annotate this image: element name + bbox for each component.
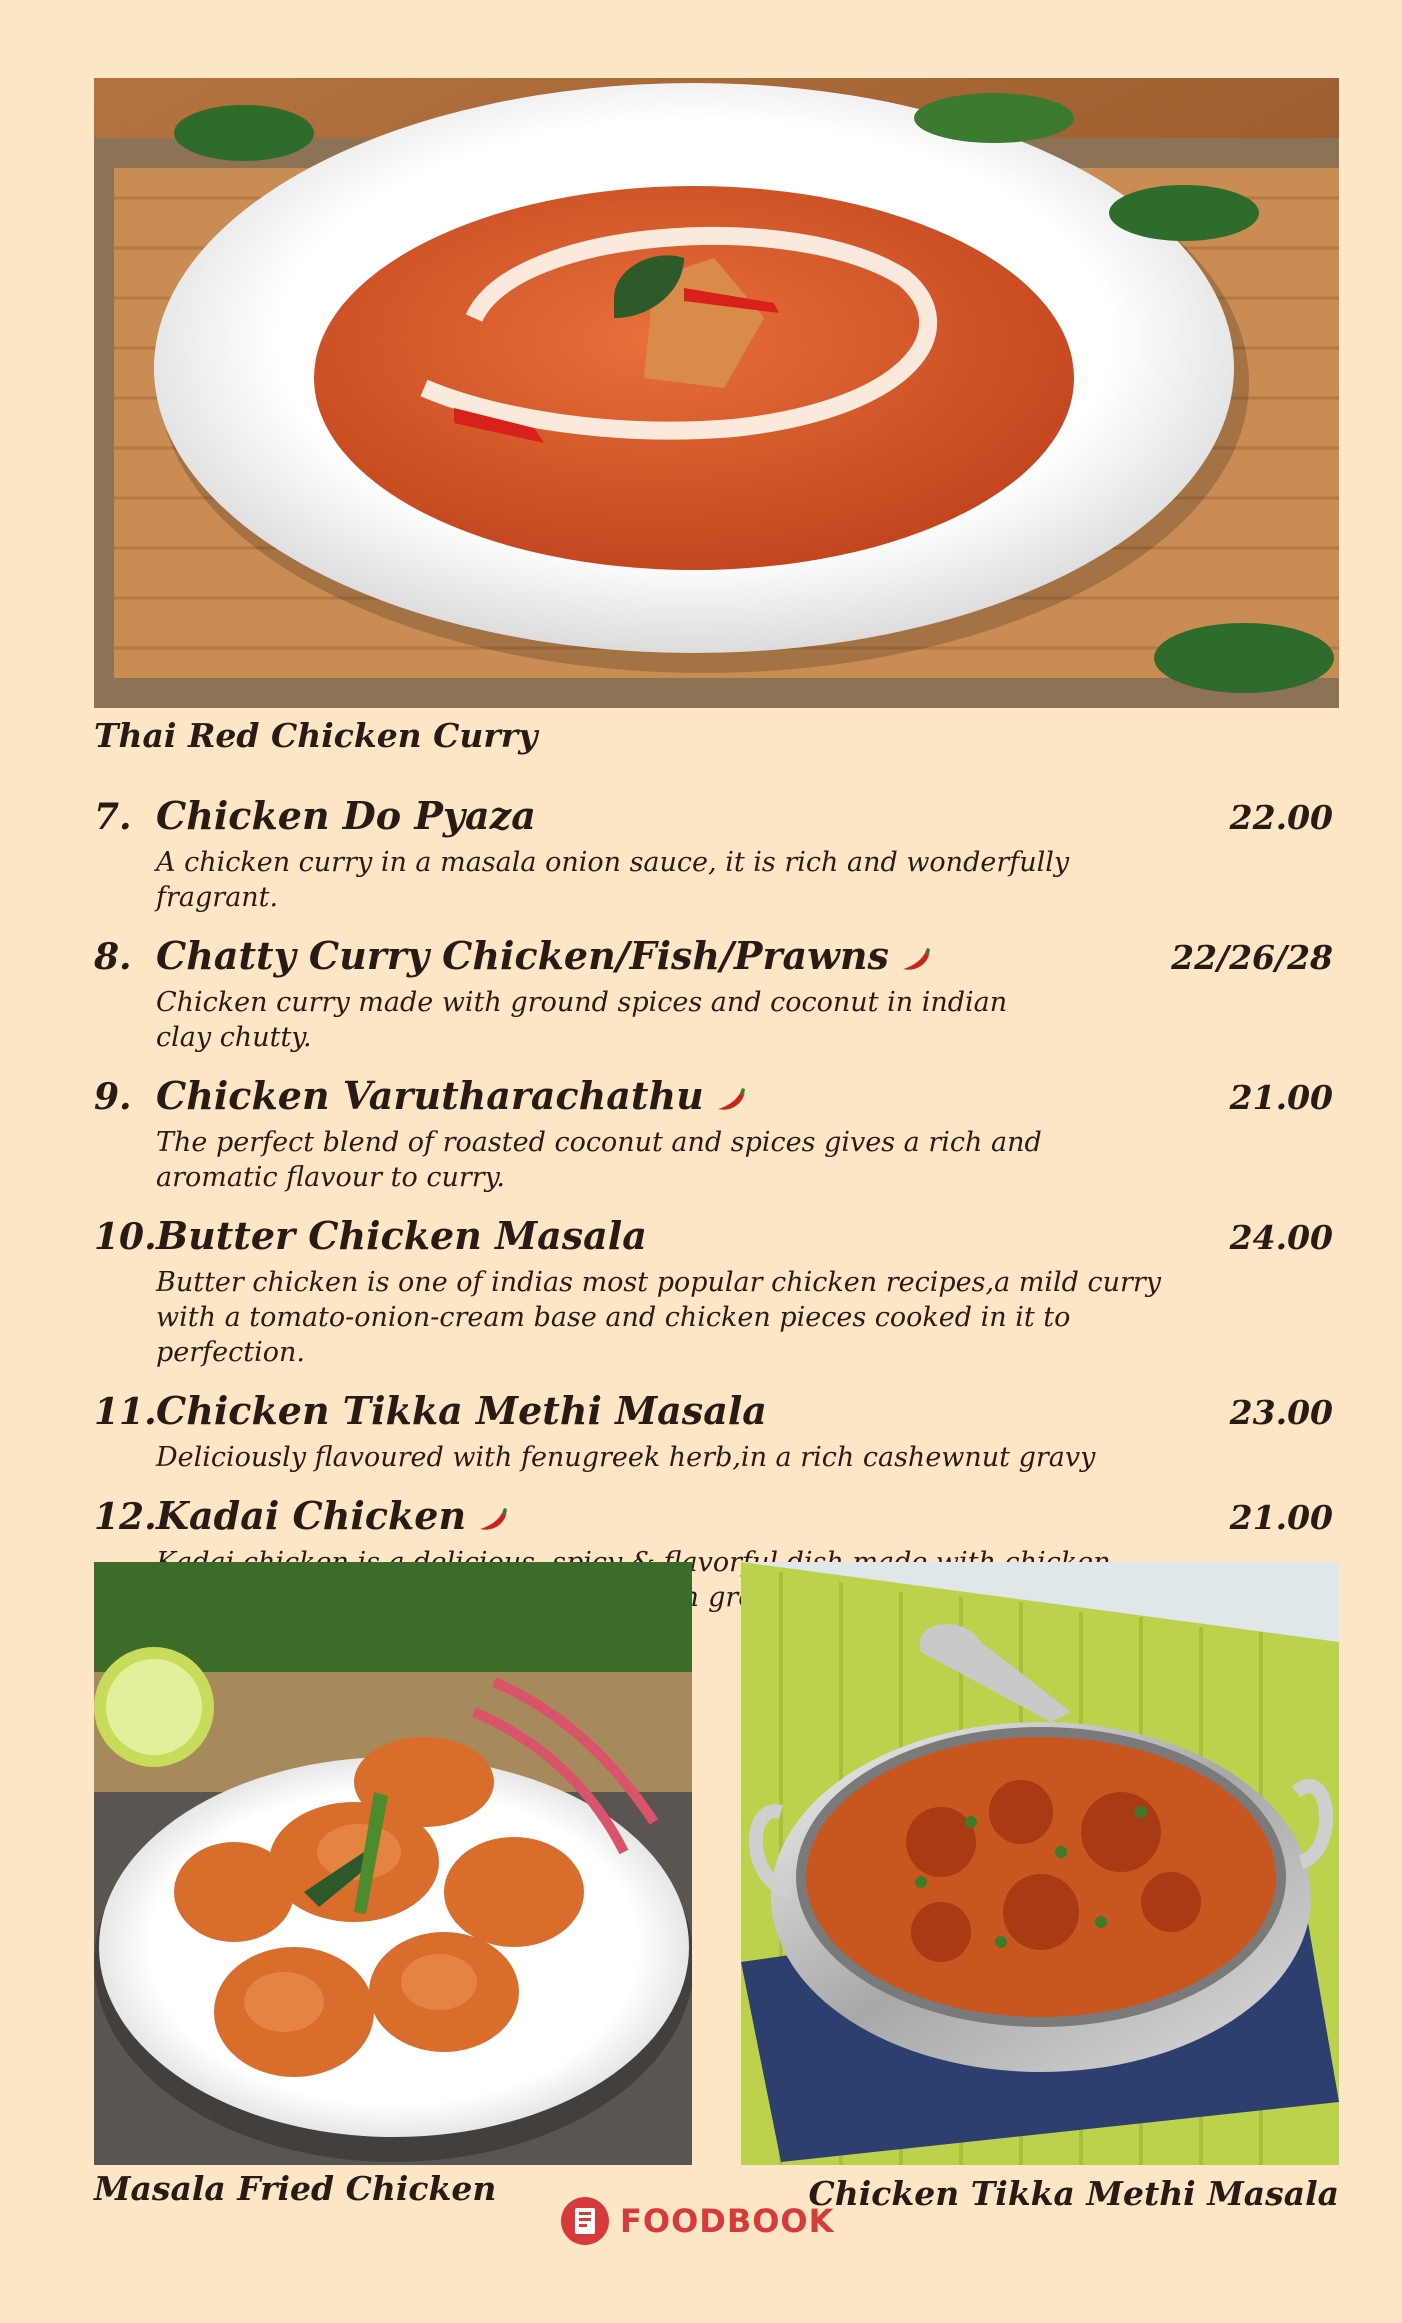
menu-item — [94, 1073, 1339, 1195]
chicken-tikka-methi-photo — [741, 1562, 1339, 2165]
item-number: 12. — [94, 1496, 157, 1538]
item-title: Chicken Do Pyaza — [156, 793, 536, 838]
thai-red-curry-image — [94, 78, 1339, 708]
item-price: 22.00 — [1229, 798, 1333, 837]
item-price: 21.00 — [1229, 1078, 1333, 1117]
item-title: Kadai Chicken — [156, 1493, 510, 1538]
hero-photo — [94, 78, 1339, 708]
item-number: 7. — [94, 796, 132, 838]
hero-caption: Thai Red Chicken Curry — [94, 716, 538, 755]
item-title: Butter Chicken Masala — [156, 1213, 647, 1258]
item-description: flavorful — [663, 1547, 779, 1578]
chili-icon — [714, 1087, 748, 1113]
chicken-tikka-methi-image — [741, 1562, 1339, 2165]
item-number: 9. — [94, 1076, 132, 1118]
item-title: Chicken Tikka Methi Masala — [156, 1388, 767, 1433]
item-description: Deliciously flavoured with fenugreek herb,in a rich cashewnut gravy — [156, 1442, 1096, 1473]
item-price: 21.00 — [1229, 1498, 1333, 1537]
brand-name: FOODBOOK — [620, 2202, 835, 2240]
chili-icon — [899, 947, 933, 973]
item-number: 8. — [94, 936, 132, 978]
masala-fried-chicken-photo — [94, 1562, 692, 2165]
right-caption: Chicken Tikka Methi Masala — [808, 2174, 1339, 2213]
menu-item — [94, 1388, 1339, 1475]
item-title: Chatty Curry Chicken/Fish/Prawns — [156, 933, 933, 978]
foodbook-logo-icon — [560, 2196, 610, 2246]
menu-item — [94, 933, 1339, 1055]
item-description: Butter chicken is one of indias most popular chicken recipes,a mild curry with a tomato-onion-cream base and chicken pieces cooked in it to perfection. — [156, 1267, 1162, 1368]
item-number: 11. — [94, 1391, 157, 1433]
foodbook-brand — [560, 2195, 834, 2247]
menu-list — [94, 793, 1339, 1633]
item-description: Chicken curry made with ground spices and coconut in indian clay chutty. — [156, 987, 1008, 1053]
item-price: 24.00 — [1229, 1218, 1333, 1257]
menu-item — [94, 793, 1339, 915]
item-title: Chicken Varutharachathu — [156, 1073, 748, 1118]
chili-icon — [476, 1507, 510, 1533]
masala-fried-chicken-image — [94, 1562, 692, 2165]
menu-item — [94, 1213, 1339, 1370]
item-description: A chicken curry in a masala onion sauce, it is rich and wonderfully fragrant. — [156, 847, 1070, 913]
item-price: 23.00 — [1229, 1393, 1333, 1432]
item-price: 22/26/28 — [1171, 938, 1333, 977]
item-description: The perfect blend of roasted coconut and spices gives a rich and aromatic flavour to curry. — [156, 1127, 1042, 1193]
item-number: 10. — [94, 1216, 157, 1258]
left-caption: Masala Fried Chicken — [94, 2169, 497, 2208]
